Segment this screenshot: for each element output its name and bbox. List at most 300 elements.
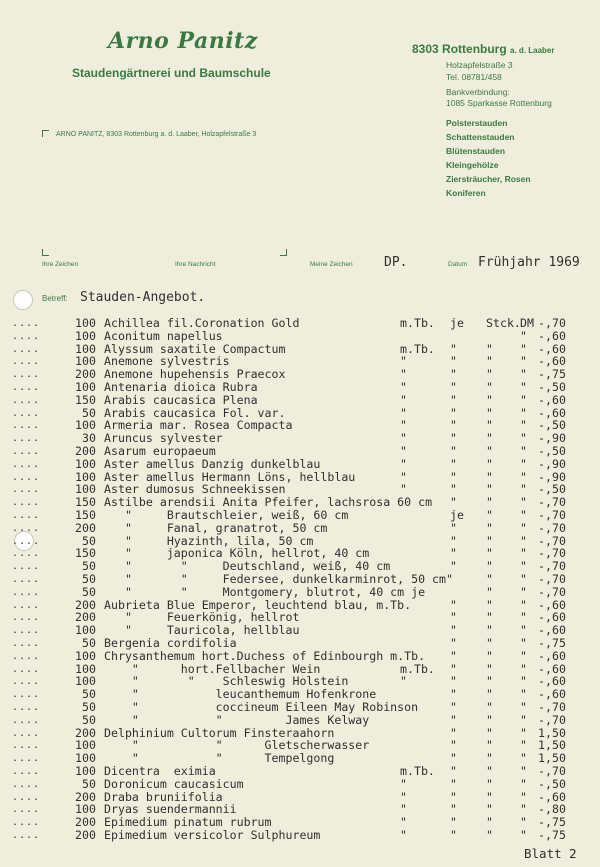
item-dm: " (520, 572, 527, 586)
item-price: -,70 (538, 712, 566, 727)
row-dots: .... (12, 343, 41, 355)
item-unit: " (400, 418, 407, 433)
table-row (0, 522, 600, 535)
item-qty: 50 (82, 559, 96, 574)
item-qty: 100 (75, 316, 96, 330)
item-name: Chrysanthemum hort.Duchess of Edinbourgh m.Tb. (104, 648, 426, 663)
item-je: " (450, 380, 457, 394)
item-price: -,60 (538, 341, 566, 356)
item-qty: 100 (75, 418, 96, 433)
punch-hole-top (13, 290, 33, 310)
item-je: " (450, 764, 457, 778)
item-stck: " (486, 367, 493, 382)
company-street: Holzapfelstraße 3 (446, 60, 513, 70)
item-name: Anemone hupehensis Praecox (104, 367, 286, 382)
item-je: " (450, 405, 457, 420)
item-price: 1,50 (538, 738, 566, 753)
item-qty: 100 (75, 738, 96, 753)
item-stck: " (486, 469, 493, 484)
item-unit: m.Tb. (400, 764, 435, 778)
bank-details: 1085 Sparkasse Rottenburg (446, 98, 552, 108)
item-stck: " (486, 623, 493, 638)
item-stck: " (486, 636, 493, 650)
item-je: " (450, 789, 457, 804)
item-price: -,90 (538, 456, 566, 471)
item-qty: 200 (75, 725, 96, 740)
category-6: Koniferen (446, 188, 486, 198)
item-qty: 200 (75, 815, 96, 830)
bank-label: Bankverbindung: (446, 87, 510, 97)
row-dots: .... (12, 740, 41, 752)
item-stck: " (486, 648, 493, 663)
item-price: -,70 (538, 508, 566, 522)
row-dots: .... (12, 394, 41, 406)
item-name: " Hyazinth, lila, 50 cm (104, 533, 314, 548)
table-row (0, 586, 600, 599)
item-je: " (450, 597, 457, 612)
item-name: " " Deutschland, weiß, 40 cm (104, 559, 391, 574)
item-name: " " Schleswig Holstein (104, 674, 349, 689)
item-dm: " (520, 444, 527, 458)
item-price: -,75 (538, 815, 566, 830)
item-dm: " (520, 508, 527, 522)
item-qty: 200 (75, 367, 96, 382)
item-stck: " (486, 661, 493, 676)
item-dm: DM (520, 316, 534, 330)
item-qty: 50 (82, 533, 96, 548)
row-dots: .... (12, 778, 41, 790)
item-dm: " (520, 456, 527, 471)
item-dm: " (520, 789, 527, 804)
item-stck: " (486, 712, 493, 727)
item-qty: 50 (82, 700, 96, 714)
row-dots: .... (12, 599, 41, 611)
item-name: Armeria mar. Rosea Compacta (104, 418, 293, 433)
item-stck: Stck. (486, 316, 521, 330)
row-dots: .... (12, 535, 41, 547)
item-dm: " (520, 546, 527, 561)
item-dm: " (520, 367, 527, 382)
item-qty: 100 (75, 456, 96, 471)
table-row (0, 778, 600, 791)
table-row (0, 829, 600, 842)
item-dm: " (520, 648, 527, 663)
item-stck: " (486, 572, 493, 586)
item-qty: 100 (75, 802, 96, 817)
item-dm: " (520, 687, 527, 702)
item-price: -,50 (538, 418, 566, 433)
item-name: Aubrieta Blue Emperor, leuchtend blau, m.Tb. (104, 597, 412, 612)
item-name: " " Tempelgong (104, 751, 335, 766)
meine-zeichen-value: DP. (384, 255, 408, 270)
item-stck: " (486, 700, 493, 714)
item-qty: 100 (75, 469, 96, 484)
meine-zeichen-label: Meine Zeichen (310, 261, 353, 268)
item-qty: 50 (82, 776, 96, 791)
item-name: " " James Kelway (104, 712, 370, 727)
item-dm: " (520, 584, 527, 599)
row-dots: .... (12, 638, 41, 649)
item-je: " (450, 392, 457, 407)
row-dots: .... (12, 766, 41, 777)
row-dots: .... (12, 791, 41, 803)
item-qty: 50 (82, 584, 96, 599)
item-name: Astilbe arendsii Anita Pfeifer, lachsrosa 60 cm (104, 495, 433, 510)
item-unit: " (400, 380, 407, 394)
item-dm: " (520, 623, 527, 638)
company-logo: Arno Panitz (108, 28, 258, 54)
row-dots: .... (12, 663, 41, 675)
item-dm: " (520, 610, 527, 625)
item-je: " (450, 418, 457, 433)
item-qty: 100 (75, 380, 96, 394)
datum-label: Datum (448, 261, 468, 268)
item-price: -,70 (538, 764, 566, 778)
row-dots: .... (12, 714, 41, 726)
row-dots: .... (12, 702, 41, 713)
category-2: Schattenstauden (446, 132, 515, 142)
item-name: " Tauricola, hellblau (104, 623, 300, 638)
table-row (0, 714, 600, 727)
item-stck: " (486, 815, 493, 830)
row-dots: .... (12, 676, 41, 688)
item-name: Draba bruniifolia (104, 789, 223, 804)
item-price: 1,50 (538, 725, 566, 740)
item-je: " (450, 738, 457, 753)
category-3: Blütenstauden (446, 146, 506, 156)
item-qty: 200 (75, 597, 96, 612)
item-dm: " (520, 764, 527, 778)
sender-line: ARNO PANITZ, 8303 Rottenburg a. d. Laaber, Holzapfelstraße 3 (56, 131, 257, 138)
item-dm: " (520, 776, 527, 791)
item-price: -,70 (538, 546, 566, 561)
betreff-label: Betreff: (42, 294, 68, 303)
item-price: -,70 (538, 520, 566, 535)
item-price: -,70 (538, 700, 566, 714)
item-unit: " (400, 354, 407, 369)
table-row (0, 394, 600, 407)
row-dots: .... (12, 433, 41, 445)
item-dm: " (520, 802, 527, 817)
item-unit: " (400, 392, 407, 407)
item-name: " hort.Fellbacher Wein (104, 661, 321, 676)
item-qty: 150 (75, 392, 96, 407)
datum-value: Frühjahr 1969 (478, 255, 580, 270)
item-name: Epimedium versicolor Sulphureum (104, 828, 321, 842)
row-dots: .... (12, 369, 41, 381)
row-dots: .... (12, 497, 41, 509)
item-je: " (450, 623, 457, 638)
item-unit: " (400, 367, 407, 382)
company-phone: Tel. 08781/458 (446, 72, 502, 82)
item-stck: " (486, 789, 493, 804)
row-dots: .... (12, 318, 41, 329)
item-name: Aster amellus Hermann Löns, hellblau (104, 469, 356, 484)
item-qty: 50 (82, 687, 96, 702)
company-city (412, 42, 555, 56)
item-dm: " (520, 469, 527, 484)
category-4: Kleingehölze (446, 160, 499, 170)
item-qty: 100 (75, 354, 96, 369)
row-dots: .... (12, 330, 41, 342)
row-dots: .... (12, 561, 41, 573)
item-qty: 200 (75, 610, 96, 625)
item-price: -,90 (538, 431, 566, 446)
category-1: Polsterstauden (446, 118, 508, 128)
item-unit: m.Tb. (400, 661, 435, 676)
item-dm: " (520, 380, 527, 394)
item-unit: " (400, 815, 407, 830)
row-dots: .... (12, 650, 41, 662)
item-je: " (450, 444, 457, 458)
item-unit: " (400, 456, 407, 471)
item-stck: " (486, 392, 493, 407)
item-qty: 50 (82, 712, 96, 727)
row-dots: .... (12, 522, 41, 534)
item-qty: 100 (75, 661, 96, 676)
item-dm: " (520, 431, 527, 446)
item-qty: 30 (82, 431, 96, 446)
row-dots: .... (12, 510, 41, 521)
item-je: " (450, 828, 457, 842)
item-stck: " (486, 341, 493, 356)
item-qty: 150 (75, 495, 96, 510)
item-dm: " (520, 700, 527, 714)
item-qty: 100 (75, 674, 96, 689)
item-unit: " (400, 776, 407, 791)
item-unit: m.Tb. (400, 341, 435, 356)
item-dm: " (520, 712, 527, 727)
item-je: " (450, 354, 457, 369)
item-price: -,60 (538, 597, 566, 612)
item-qty: 200 (75, 789, 96, 804)
item-je: " (450, 751, 457, 766)
item-stck: " (486, 597, 493, 612)
item-stck: " (486, 687, 493, 702)
item-dm: " (520, 405, 527, 420)
item-stck: " (486, 584, 493, 599)
item-stck: " (486, 495, 493, 510)
item-price: -,50 (538, 380, 566, 394)
item-name: Aconitum napellus (104, 328, 223, 343)
item-stck: " (486, 738, 493, 753)
betreff-value: Stauden-Angebot. (80, 290, 206, 305)
item-name: " " Montgomery, blutrot, 40 cm je (104, 584, 426, 599)
item-qty: 150 (75, 508, 96, 522)
item-je: " (450, 469, 457, 484)
row-dots: .... (12, 420, 41, 432)
item-je: " (450, 700, 457, 714)
item-je: " (450, 495, 457, 510)
item-dm: " (520, 751, 527, 766)
item-je: " (450, 559, 457, 574)
item-dm: " (520, 328, 527, 343)
item-unit: " (400, 674, 407, 689)
item-price: -,60 (538, 328, 566, 343)
table-row (0, 650, 600, 663)
item-price: -,60 (538, 674, 566, 689)
item-name: Aster amellus Danzig dunkelblau (104, 456, 321, 471)
item-qty: 100 (75, 341, 96, 356)
item-je: " (450, 456, 457, 471)
item-stck: " (486, 610, 493, 625)
item-dm: " (520, 661, 527, 676)
item-qty: 200 (75, 520, 96, 535)
item-dm: " (520, 354, 527, 369)
item-dm: " (520, 636, 527, 650)
item-dm: " (520, 828, 527, 842)
row-dots: .... (12, 830, 41, 841)
item-unit: " (400, 482, 407, 497)
row-dots: .... (12, 574, 41, 585)
item-name: Antenaria dioica Rubra (104, 380, 258, 394)
item-stck: " (486, 405, 493, 420)
item-dm: " (520, 533, 527, 548)
item-stck: " (486, 725, 493, 740)
item-je: " (450, 546, 457, 561)
item-name: Asarum europaeum (104, 444, 216, 458)
item-name: Anemone sylvestris (104, 354, 230, 369)
item-je: " (450, 776, 457, 791)
item-stck: " (486, 380, 493, 394)
item-unit: " (400, 828, 407, 842)
item-stck: " (486, 508, 493, 522)
item-je: je (450, 316, 464, 330)
item-price: -,70 (538, 316, 566, 330)
item-stck: " (486, 674, 493, 689)
item-price: -,60 (538, 648, 566, 663)
item-price: -,70 (538, 572, 566, 586)
item-stck: " (486, 828, 493, 842)
item-name: " " Gletscherwasser (104, 738, 370, 753)
item-name: Achillea fil.Coronation Gold (104, 316, 300, 330)
item-price: -,80 (538, 802, 566, 817)
item-je: " (450, 648, 457, 663)
item-unit: " (400, 444, 407, 458)
item-name: " japonica Köln, hellrot, 40 cm (104, 546, 370, 561)
item-stck: " (486, 354, 493, 369)
item-name: " Fanal, granatrot, 50 cm (104, 520, 328, 535)
item-je: " (450, 815, 457, 830)
item-dm: " (520, 520, 527, 535)
item-qty: 150 (75, 546, 96, 561)
item-unit: " (400, 802, 407, 817)
row-dots: .... (12, 612, 41, 624)
item-je: " (450, 482, 457, 497)
window-corner-bottom-left (42, 249, 49, 256)
item-name: Aster dumosus Schneekissen (104, 482, 286, 497)
item-stck: " (486, 444, 493, 458)
item-name: " leucanthemum Hofenkrone (104, 687, 377, 702)
item-je: " (450, 687, 457, 702)
item-qty: 100 (75, 328, 96, 343)
table-row (0, 330, 600, 343)
row-dots: .... (12, 356, 41, 368)
row-dots: .... (12, 625, 41, 637)
item-qty: 100 (75, 751, 96, 766)
item-stck: " (486, 764, 493, 778)
item-dm: " (520, 725, 527, 740)
item-qty: 50 (82, 572, 96, 586)
item-stck: " (486, 520, 493, 535)
item-je: " (450, 533, 457, 548)
item-price: -,50 (538, 482, 566, 497)
item-price: -,60 (538, 687, 566, 702)
item-je: " (450, 520, 457, 535)
item-stck: " (486, 431, 493, 446)
row-dots: .... (12, 586, 41, 598)
item-price: 1,50 (538, 751, 566, 766)
page-number: Blatt 2 (524, 846, 577, 861)
item-price: -,60 (538, 392, 566, 407)
item-name: Arabis caucasica Fol. var. (104, 405, 286, 420)
item-dm: " (520, 341, 527, 356)
item-price: -,90 (538, 469, 566, 484)
item-je: " (450, 674, 457, 689)
row-dots: .... (12, 817, 41, 829)
item-stck: " (486, 776, 493, 791)
city-main: 8303 Rottenburg (412, 42, 507, 56)
ihre-zeichen-label: Ihre Zeichen (42, 261, 79, 268)
item-name: " coccineum Eileen May Robinson (104, 700, 419, 714)
item-name: Epimedium pinatum rubrum (104, 815, 272, 830)
item-name: Doronicum caucasicum (104, 776, 244, 791)
item-qty: 100 (75, 648, 96, 663)
item-name: Dryas suendermannii (104, 802, 237, 817)
row-dots: .... (12, 804, 41, 816)
item-qty: 100 (75, 482, 96, 497)
item-stck: " (486, 418, 493, 433)
item-price: -,70 (538, 559, 566, 574)
item-price: -,60 (538, 405, 566, 420)
item-price: -,60 (538, 610, 566, 625)
table-row (0, 458, 600, 471)
item-dm: " (520, 559, 527, 574)
row-dots: .... (12, 484, 41, 496)
item-qty: 200 (75, 444, 96, 458)
item-stck: " (486, 482, 493, 497)
item-name: Bergenia cordifolia (104, 636, 237, 650)
window-corner-top-left (42, 130, 49, 137)
row-dots: .... (12, 727, 41, 739)
row-dots: .... (12, 446, 41, 457)
item-je: " (450, 610, 457, 625)
item-qty: 50 (82, 636, 96, 650)
window-corner-bottom-right (280, 249, 287, 256)
item-name: Alyssum saxatile Compactum (104, 341, 286, 356)
item-price: -,50 (538, 444, 566, 458)
row-dots: .... (12, 471, 41, 483)
item-stck: " (486, 546, 493, 561)
item-unit: " (400, 469, 407, 484)
item-je: " (450, 802, 457, 817)
item-qty: 100 (75, 623, 96, 638)
item-dm: " (520, 482, 527, 497)
item-price: -,70 (538, 533, 566, 548)
city-suffix: a. d. Laaber (510, 46, 555, 55)
item-price: -,70 (538, 584, 566, 599)
item-qty: 50 (82, 405, 96, 420)
item-name: Delphinium Cultorum Finsteraahorn (104, 725, 335, 740)
item-price: -,70 (538, 495, 566, 510)
item-price: -,75 (538, 636, 566, 650)
item-dm: " (520, 392, 527, 407)
item-je: " (450, 367, 457, 382)
item-je: " (450, 431, 457, 446)
item-je: je (450, 508, 464, 522)
item-dm: " (520, 674, 527, 689)
item-price: -,60 (538, 661, 566, 676)
